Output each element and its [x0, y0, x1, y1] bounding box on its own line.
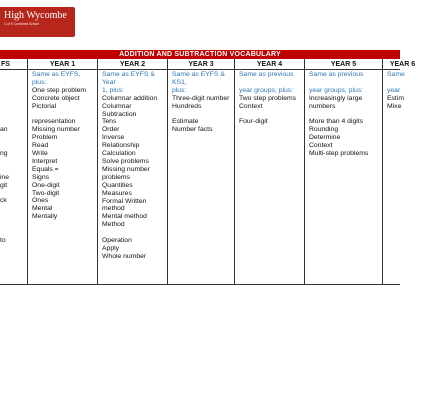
vocab-term: Number facts	[172, 126, 213, 134]
column-year5	[304, 70, 382, 285]
vocab-term: Operation	[102, 237, 132, 245]
header-year5: YEAR 5	[304, 59, 382, 70]
line-gap	[172, 111, 234, 119]
vocab-term: Apply	[102, 244, 120, 252]
line-gap	[0, 134, 27, 142]
vocab-term: Context	[239, 102, 263, 110]
column-intro-text: Same as EYFS &	[102, 71, 155, 78]
vocab-term: Problem	[32, 134, 58, 142]
vocab-term: to	[0, 236, 6, 244]
line-gap	[239, 79, 304, 87]
vocab-term: Equals =	[32, 165, 59, 173]
school-name: High Wycombe	[4, 10, 67, 21]
header-year1: YEAR 1	[27, 59, 97, 70]
vocab-term: an	[0, 126, 8, 134]
school-subtitle: C of E Combined School	[4, 22, 39, 26]
vocab-term: Mixe	[387, 102, 402, 110]
vocab-term: Four-digit	[239, 118, 268, 126]
column-intro-text: plus:	[172, 86, 187, 94]
vocab-term: Estimate	[172, 118, 199, 126]
vocab-term: Context	[309, 142, 333, 150]
line-gap	[0, 213, 27, 221]
line-gap	[239, 111, 304, 119]
line-gap	[0, 110, 27, 118]
column-year4	[234, 70, 304, 285]
vocab-term: problems	[102, 173, 130, 181]
vocabulary-row	[0, 70, 405, 285]
column-intro-text: Same as EYFS,	[32, 71, 81, 78]
vocab-term: Read	[32, 142, 49, 150]
vocab-term: ng	[0, 149, 8, 157]
column-year1	[27, 70, 97, 285]
line-gap	[0, 189, 27, 197]
line-gap	[0, 142, 27, 150]
vocab-term: Relationship	[102, 142, 140, 150]
line-gap	[0, 158, 27, 166]
vocab-term: Quantities	[102, 181, 133, 189]
vocab-term: numbers	[309, 102, 336, 110]
vocab-term: Mentally	[32, 213, 58, 221]
column-year2	[97, 70, 167, 285]
column-intro-text: year groups, plus:	[309, 86, 364, 94]
vocab-term: One step problem	[32, 86, 87, 94]
line-gap	[0, 221, 27, 229]
vocab-term: ine	[0, 173, 10, 181]
vocab-term: Columnar	[102, 102, 132, 110]
line-gap	[387, 79, 422, 87]
column-intro-text: 1, plus:	[102, 86, 124, 94]
line-gap	[0, 166, 27, 174]
vocab-term: Tens	[102, 118, 117, 126]
vocab-term: Order	[102, 126, 120, 134]
vocabulary-table	[0, 50, 416, 285]
vocab-term: Missing number	[102, 165, 150, 173]
vocab-term: Whole number	[102, 252, 147, 260]
header-row	[0, 59, 416, 70]
vocab-term: Estim	[387, 94, 404, 102]
vocab-term: Determine	[309, 134, 341, 142]
vocab-term: Columnar addition	[102, 94, 158, 102]
table-title: ADDITION AND SUBTRACTION VOCABULARY	[0, 50, 400, 59]
vocab-term: git	[0, 181, 8, 189]
line-gap	[0, 71, 27, 79]
column-intro-text: plus:	[32, 78, 47, 86]
vocab-term: method	[102, 205, 125, 213]
vocab-term: Hundreds	[172, 102, 202, 110]
header-year3: YEAR 3	[167, 59, 234, 70]
vocab-term: ck	[0, 197, 7, 205]
school-logo	[0, 7, 75, 37]
column-intro-text: year	[387, 86, 401, 94]
column-eyfs	[0, 70, 27, 285]
vocab-term: Interpret	[32, 157, 58, 165]
header-year2: YEAR 2	[97, 59, 167, 70]
line-gap	[0, 118, 27, 126]
column-year6	[382, 70, 422, 285]
header-eyfs: FS	[1, 61, 10, 68]
vocab-term: Rounding	[309, 126, 339, 134]
vocab-term: Increasingly large	[309, 94, 363, 102]
column-year3	[167, 70, 234, 285]
vocab-term: Signs	[32, 173, 50, 181]
line-gap	[32, 111, 97, 119]
line-gap	[0, 87, 27, 95]
line-gap	[102, 229, 167, 237]
line-gap	[0, 205, 27, 213]
line-gap	[309, 79, 382, 87]
header-year6: YEAR 6	[382, 59, 422, 70]
vocab-term: Missing number	[32, 126, 80, 134]
vocab-term: Three-digit number	[172, 94, 230, 102]
column-intro-text: Same as previous	[309, 71, 364, 78]
column-intro-text: year groups, plus:	[239, 86, 294, 94]
vocab-term: Concrete object	[32, 94, 80, 102]
line-gap	[0, 79, 27, 87]
vocab-term: Ones	[32, 197, 49, 205]
vocab-term: Pictorial	[32, 102, 57, 110]
line-gap	[0, 95, 27, 103]
vocab-term: One-digit	[32, 181, 60, 189]
vocab-term: Two-digit	[32, 189, 60, 197]
vocab-term: representation	[32, 118, 76, 126]
vocab-term: Mental	[32, 205, 53, 213]
column-intro-text: KS1,	[172, 78, 187, 86]
vocab-term: Measures	[102, 189, 132, 197]
line-gap	[0, 229, 27, 237]
vocab-term: Inverse	[102, 134, 125, 142]
vocab-term: Mental method	[102, 213, 147, 221]
line-gap	[0, 103, 27, 111]
line-gap	[309, 111, 382, 119]
vocab-term: Write	[32, 150, 48, 158]
column-intro-text: Same as previous	[239, 71, 294, 78]
vocab-term: Solve problems	[102, 157, 149, 165]
vocab-term: Method	[102, 221, 125, 229]
column-intro-text: Year	[102, 78, 116, 86]
column-intro-text: Same	[387, 71, 405, 78]
header-year4: YEAR 4	[234, 59, 304, 70]
vocab-term: Calculation	[102, 150, 136, 158]
vocab-term: Formal Written	[102, 197, 147, 205]
vocab-term: Subtraction	[102, 110, 137, 118]
vocab-term: Multi-step problems	[309, 150, 369, 158]
vocab-term: More than 4 digits	[309, 118, 364, 126]
vocab-term: Two step problems	[239, 94, 297, 102]
column-intro-text: Same as EYFS &	[172, 71, 225, 78]
